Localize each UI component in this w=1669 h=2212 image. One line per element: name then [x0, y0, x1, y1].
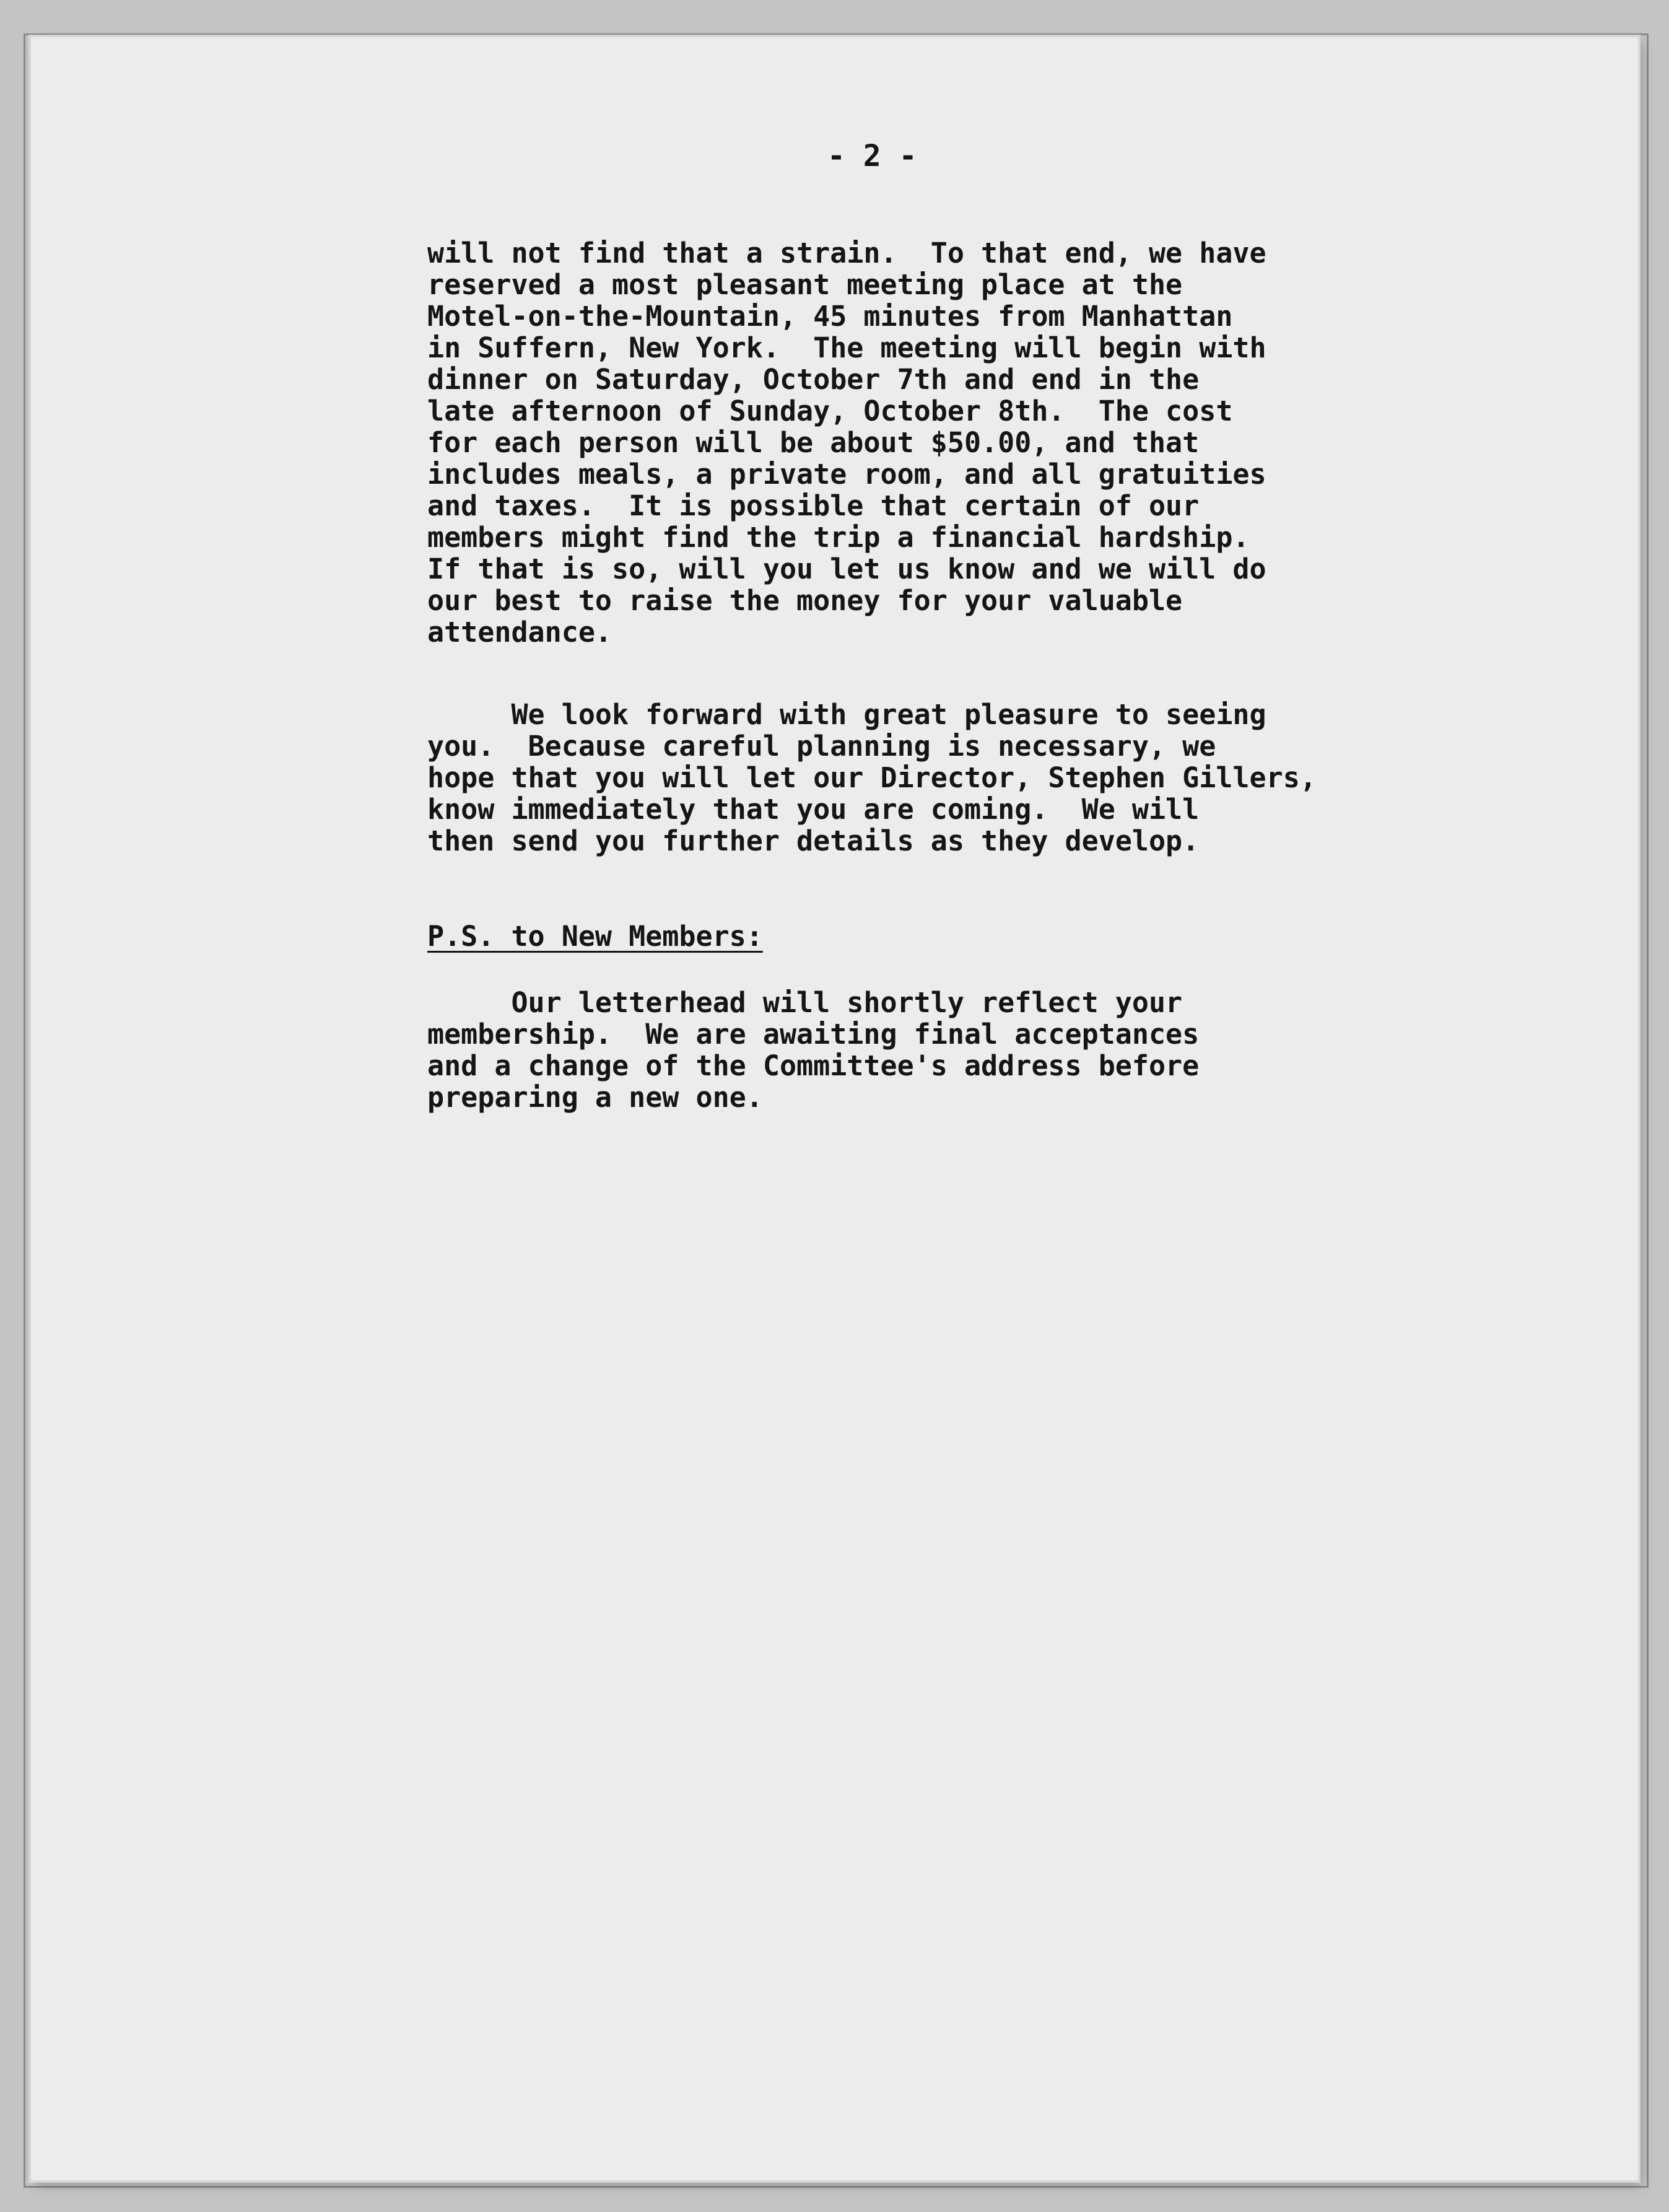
text-line: late afternoon of Sunday, October 8th. The cost — [427, 395, 1233, 427]
text-line: If that is so, will you let us know and we will do — [427, 553, 1266, 585]
text-line: then send you further details as they develop. — [427, 824, 1200, 857]
text-line: will not find that a strain. To that end, we have — [427, 237, 1266, 269]
text-line: and taxes. It is possible that certain of our — [427, 489, 1200, 522]
text-line: hope that you will let our Director, Stephen Gillers, — [427, 761, 1317, 794]
text-line: know immediately that you are coming. We will — [427, 793, 1200, 826]
text-line: Motel-on-the-Mountain, 45 minutes from Manhattan — [427, 300, 1233, 333]
ps-heading: P.S. to New Members: — [427, 920, 763, 953]
paragraph-postscript — [427, 987, 1480, 1113]
text-line: attendance. — [427, 616, 612, 649]
text-line: reserved a most pleasant meeting place at the — [427, 268, 1183, 301]
text-line: and a change of the Committee's address before — [427, 1049, 1200, 1082]
page-number: - 2 - — [827, 139, 917, 173]
paragraph-rsvp — [427, 699, 1480, 857]
text-line: members might find the trip a financial hardship. — [427, 521, 1250, 554]
text-line: We look forward with great pleasure to seeing — [427, 698, 1266, 731]
text-line: membership. We are awaiting final acceptances — [427, 1018, 1200, 1051]
text-line: preparing a new one. — [427, 1081, 763, 1114]
text-line: our best to raise the money for your valuable — [427, 584, 1183, 617]
text-line: Our letterhead will shortly reflect your — [427, 986, 1183, 1019]
text-line: includes meals, a private room, and all gratuities — [427, 458, 1266, 491]
text-line: for each person will be about $50.00, and that — [427, 426, 1200, 459]
paragraph-meeting-details — [427, 237, 1480, 648]
text-line: in Suffern, New York. The meeting will begin with — [427, 331, 1266, 364]
text-line: dinner on Saturday, October 7th and end in the — [427, 363, 1200, 396]
text-line: you. Because careful planning is necessary, we — [427, 730, 1216, 763]
